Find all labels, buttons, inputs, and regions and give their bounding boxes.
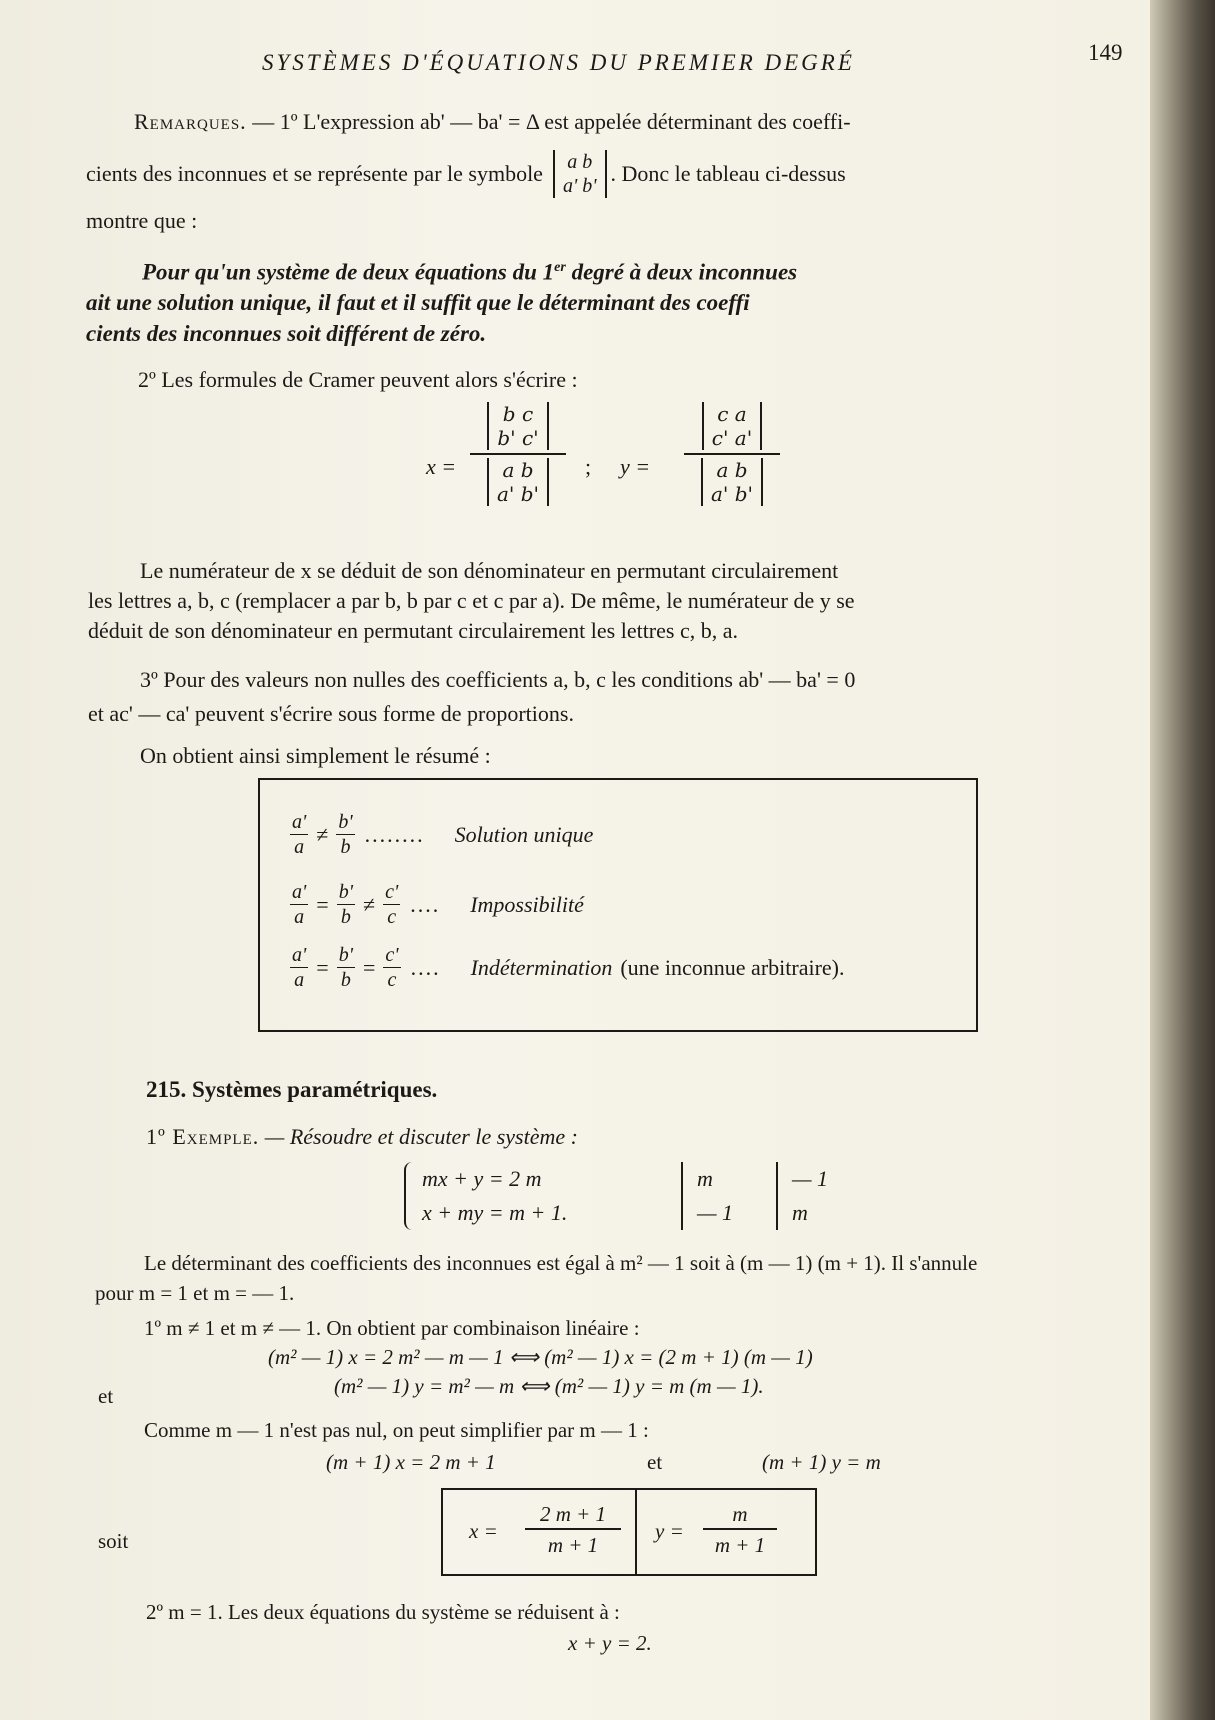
parametric-system bbox=[404, 1162, 567, 1230]
frac-b-den: b bbox=[340, 836, 351, 858]
cramer-y-label: y = bbox=[620, 454, 651, 479]
result-y-den: m + 1 bbox=[714, 1533, 766, 1557]
system-eq-2: x + my = m + 1. bbox=[422, 1200, 568, 1225]
running-title: SYSTÈMES D'ÉQUATIONS DU PREMIER DEGRÉ bbox=[262, 50, 855, 75]
remarks-line-2 bbox=[86, 150, 846, 198]
book-gutter bbox=[1150, 0, 1215, 1720]
label-indetermination: Indétermination bbox=[470, 954, 613, 980]
combination-1: (m² — 1) x = 2 m² — m — 1 ⟺ (m² — 1) x = (2 m + 1) (m — 1) bbox=[268, 1345, 813, 1369]
simplified-y: (m + 1) y = m bbox=[762, 1450, 881, 1474]
frac-b-num: b' bbox=[338, 811, 353, 833]
example-text: — Résoudre et discuter le système : bbox=[264, 1124, 578, 1149]
frac-a bbox=[290, 810, 308, 859]
label-impossibilite: Impossibilité bbox=[470, 891, 584, 917]
label-indetermination-extra: (une inconnue arbitraire). bbox=[620, 954, 845, 980]
result-x-fraction bbox=[525, 1500, 621, 1560]
point3-line-3: On obtient ainsi simplement le résumé : bbox=[140, 743, 491, 768]
numerator-line-1: Le numérateur de x se déduit de son dénominateur en permutant circulairement bbox=[140, 558, 839, 583]
frac-a-num: a' bbox=[292, 811, 307, 833]
frac-b bbox=[336, 810, 354, 859]
result-divider bbox=[635, 1490, 637, 1574]
cramer-x-fraction bbox=[470, 402, 566, 506]
op-eq: = bbox=[316, 954, 329, 980]
op-eq: = bbox=[362, 954, 376, 980]
det-column-2 bbox=[776, 1162, 828, 1230]
determinant-line-2: pour m = 1 et m = — 1. bbox=[95, 1281, 295, 1305]
result-y-fraction bbox=[703, 1500, 777, 1560]
y-num-row-2: c' a' bbox=[711, 426, 753, 450]
op-neq: ≠ bbox=[316, 821, 329, 847]
theorem-text-1: Pour qu'un système de deux équations du 1 bbox=[142, 259, 555, 285]
det-col1-row1: m bbox=[697, 1166, 713, 1191]
summary-row-unique bbox=[290, 810, 593, 859]
op-eq: = bbox=[316, 891, 329, 917]
determinant-line-1: Le déterminant des coefficients des inconnues est égal à m² — 1 soit à (m — 1) (m + 1). Il s'annule bbox=[144, 1251, 978, 1275]
simplify-text: Comme m — 1 n'est pas nul, on peut simplifier par m — 1 : bbox=[144, 1418, 649, 1442]
x-den-row-1: a b bbox=[502, 458, 534, 482]
y-num-row-1: c a bbox=[717, 402, 747, 426]
det-col2-row1: — 1 bbox=[792, 1166, 829, 1191]
frac-c-num: c' bbox=[385, 881, 399, 903]
section-215-title: 215. Systèmes paramétriques. bbox=[146, 1077, 438, 1102]
dots: ........ bbox=[364, 821, 425, 847]
frac-a-den: a bbox=[294, 969, 305, 991]
theorem-line-3: cients des inconnues soit différent de zéro. bbox=[86, 321, 487, 346]
result-x-den: m + 1 bbox=[547, 1533, 599, 1557]
frac-c bbox=[383, 880, 400, 929]
case-1-text: 1º m ≠ 1 et m ≠ — 1. On obtient par combinaison linéaire : bbox=[144, 1316, 640, 1340]
remarks-line-3: montre que : bbox=[86, 208, 198, 233]
theorem-text-1b: degré à deux inconnues bbox=[565, 259, 798, 285]
frac-a-num: a' bbox=[292, 881, 307, 903]
result-box bbox=[441, 1488, 817, 1576]
result-x-num: 2 m + 1 bbox=[525, 1500, 621, 1530]
remarks-text-2b: . Donc le tableau ci-dessus bbox=[610, 161, 846, 186]
y-den-row-1: a b bbox=[716, 458, 748, 482]
frac-c-num: c' bbox=[385, 944, 399, 966]
frac-b bbox=[337, 880, 355, 929]
frac-a bbox=[290, 880, 308, 929]
x-num-row-1: b c bbox=[502, 402, 534, 426]
simplified-et: et bbox=[647, 1450, 663, 1474]
result-x-label: x = bbox=[469, 1519, 498, 1543]
frac-b-num: b' bbox=[338, 944, 353, 966]
point3-line-1: 3º Pour des valeurs non nulles des coefficients a, b, c les conditions ab' — ba' = 0 bbox=[140, 667, 856, 692]
frac-a bbox=[290, 943, 308, 992]
example-label: 1º Exemple. bbox=[146, 1124, 260, 1149]
det-row-2: a' b' bbox=[562, 175, 597, 197]
summary-box bbox=[258, 778, 978, 1032]
case-2-text: 2º m = 1. Les deux équations du système se réduisent à : bbox=[146, 1600, 620, 1624]
x-den-row-2: a' b' bbox=[496, 482, 540, 506]
x-fraction-bar bbox=[470, 453, 566, 455]
frac-b-den: b bbox=[340, 969, 351, 991]
frac-a-den: a bbox=[294, 836, 305, 858]
combination-2: (m² — 1) y = m² — m ⟺ (m² — 1) y = m (m — 1). bbox=[334, 1374, 764, 1398]
frac-c-den: c bbox=[387, 906, 397, 928]
case-2-equation: x + y = 2. bbox=[568, 1631, 652, 1655]
page-number: 149 bbox=[1088, 40, 1123, 65]
numerator-line-2: les lettres a, b, c (remplacer a par b, b par c et c par a). De même, le numérateur de y se bbox=[88, 588, 855, 613]
y-den-row-2: a' b' bbox=[710, 482, 754, 506]
cramer-y-fraction bbox=[684, 402, 780, 506]
example-line bbox=[146, 1122, 578, 1152]
frac-a-num: a' bbox=[292, 944, 307, 966]
x-num-row-2: b' c' bbox=[497, 426, 539, 450]
frac-a-den: a bbox=[294, 906, 305, 928]
frac-b bbox=[337, 943, 355, 992]
theorem-sup: er bbox=[554, 260, 566, 275]
cramer-x-label: x = bbox=[426, 454, 457, 479]
det-column-1 bbox=[681, 1162, 733, 1230]
soit-label: soit bbox=[98, 1529, 129, 1553]
frac-c-den: c bbox=[387, 969, 397, 991]
dots: .... bbox=[410, 891, 441, 917]
op-neq: ≠ bbox=[362, 891, 376, 917]
frac-b-num: b' bbox=[338, 881, 353, 903]
remarks-label: Remarques. bbox=[134, 109, 247, 134]
det-col2-row2: m bbox=[792, 1200, 808, 1225]
remarks-text-2a: cients des inconnues et se représente par le symbole bbox=[86, 161, 543, 186]
remarks-text-1: — 1º L'expression ab' — ba' = Δ est appelée déterminant des coeffi- bbox=[252, 109, 851, 134]
det-col1-row2: — 1 bbox=[697, 1200, 734, 1225]
summary-row-indetermination bbox=[290, 943, 845, 992]
cramer-intro: 2º Les formules de Cramer peuvent alors s'écrire : bbox=[138, 367, 578, 392]
numerator-line-3: déduit de son dénominateur en permutant circulairement les lettres c, b, a. bbox=[88, 618, 738, 643]
theorem-line-1 bbox=[142, 253, 797, 288]
remarks-line-1 bbox=[134, 107, 851, 137]
cramer-separator: ; bbox=[585, 454, 592, 479]
et-label: et bbox=[98, 1384, 114, 1408]
det-row-1: a b bbox=[567, 151, 593, 173]
theorem-line-2: ait une solution unique, il faut et il suffit que le déterminant des coeffi bbox=[86, 290, 750, 315]
result-y-num: m bbox=[703, 1500, 777, 1530]
cramer-x-num bbox=[487, 402, 548, 450]
cramer-y-den bbox=[701, 458, 763, 506]
result-y-label: y = bbox=[655, 1519, 684, 1543]
system-eq-1: mx + y = 2 m bbox=[422, 1166, 542, 1191]
frac-b-den: b bbox=[340, 906, 351, 928]
simplified-x: (m + 1) x = 2 m + 1 bbox=[326, 1450, 496, 1474]
determinant-symbol bbox=[553, 150, 607, 198]
point3-line-2: et ac' — ca' peuvent s'écrire sous forme de proportions. bbox=[88, 701, 574, 726]
frac-c bbox=[383, 943, 400, 992]
summary-row-impossible bbox=[290, 880, 584, 929]
label-solution-unique: Solution unique bbox=[454, 821, 594, 847]
y-fraction-bar bbox=[684, 453, 780, 455]
cramer-x-den bbox=[487, 458, 549, 506]
dots: .... bbox=[410, 954, 441, 980]
cramer-y-num bbox=[702, 402, 762, 450]
